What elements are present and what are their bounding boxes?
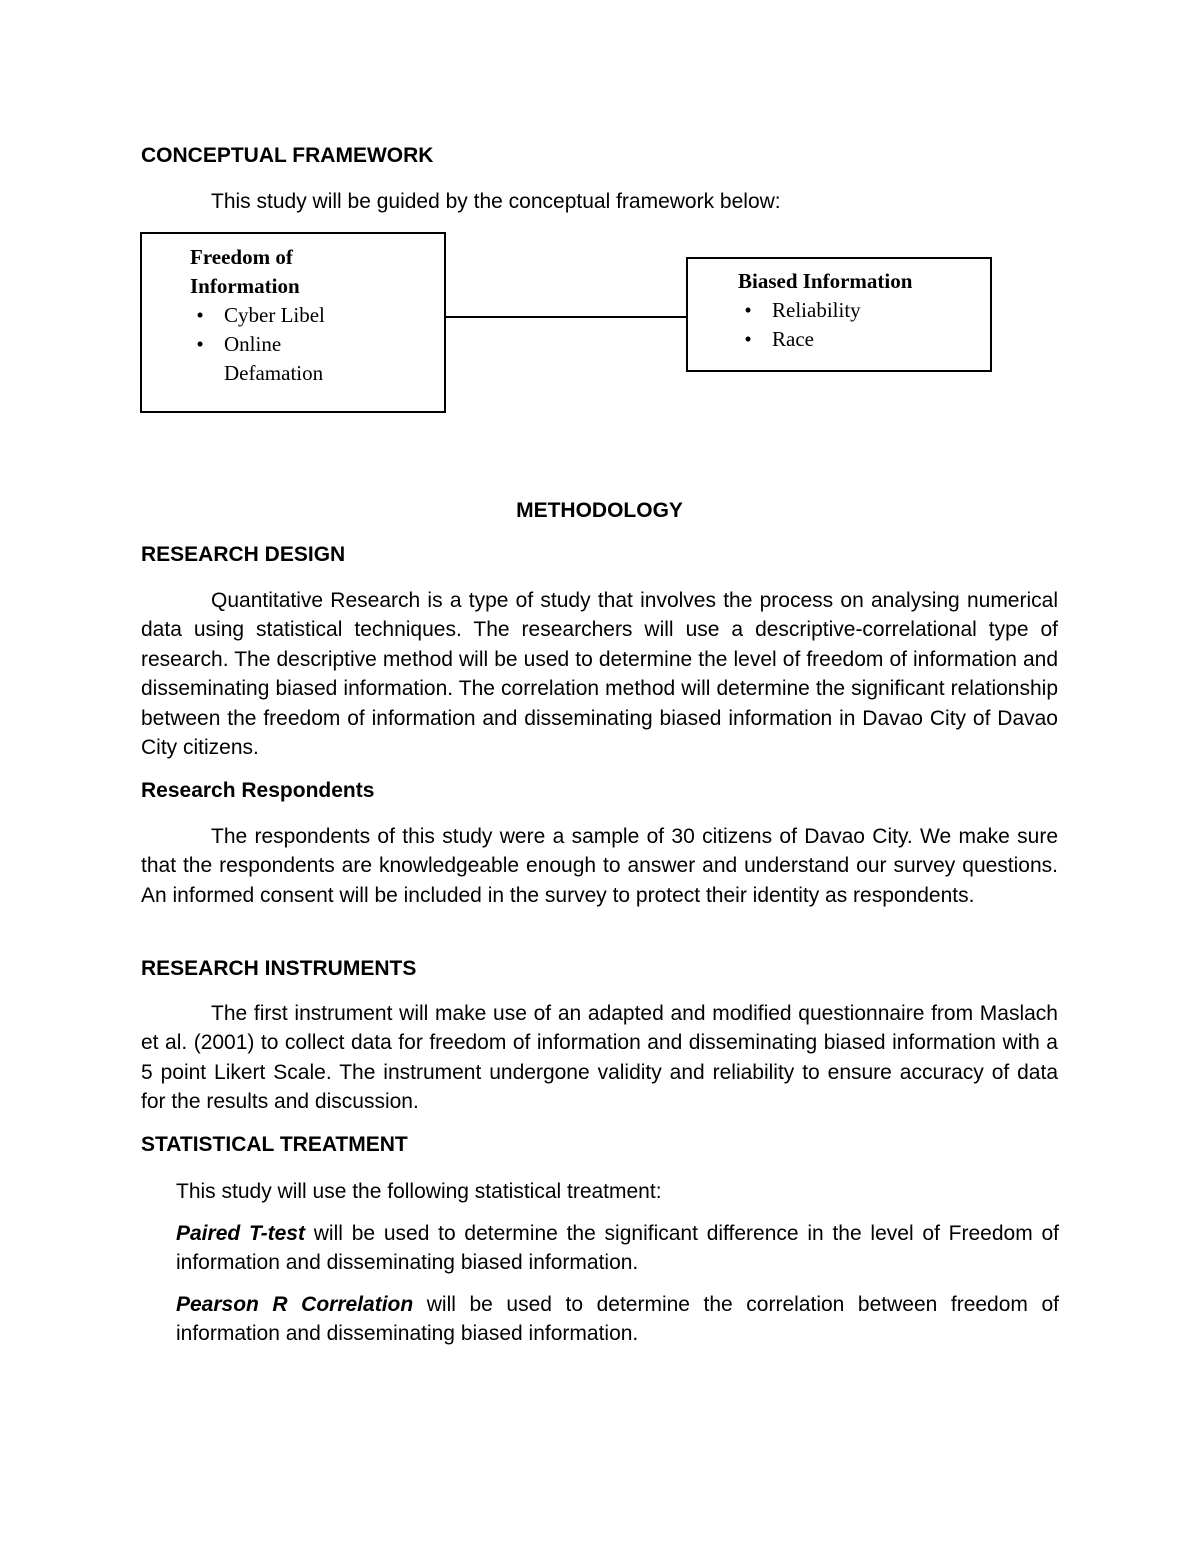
bullet-icon: • — [196, 303, 204, 327]
research-respondents-paragraph: The respondents of this study were a sample of 30 citizens of Davao City. We make sure that the respondents are knowledgeable enough to answer and understand our survey questions. An informed consent will be included in the survey to protect their identity as respondents. — [141, 825, 1058, 907]
framework-connector-line — [444, 316, 688, 318]
research-respondents-heading: Research Respondents — [141, 779, 375, 802]
research-instruments-paragraph: The first instrument will make use of an adapted and modified questionnaire from Maslach et al. (2001) to collect data for freedom of information and disseminating biased information with a 5 point Likert Scale. The instrument undergone validity and reliability to ensure accuracy of data for the results and discussion. — [141, 1002, 1058, 1114]
conceptual-framework-intro: This study will be guided by the conceptual framework below: — [211, 190, 781, 213]
list-item — [738, 296, 980, 325]
list-item-label: Reliability — [772, 298, 861, 322]
research-design-paragraph: Quantitative Research is a type of study that involves the process on analysing numerical data using statistical techniques. The researchers will use a descriptive-correlational type of research. The descriptive method will be used to determine the level of freedom of information and disseminating biased information. The correlation method will determine the significant relationship between the freedom of information and disseminating biased information in Davao City of Davao City citizens. — [141, 589, 1058, 760]
list-item-label: Race — [772, 327, 814, 351]
statistical-treatment-heading: STATISTICAL TREATMENT — [141, 1133, 408, 1156]
research-design-heading: RESEARCH DESIGN — [141, 543, 346, 566]
statistical-treatment-intro: This study will use the following statistical treatment: — [176, 1180, 662, 1203]
statistical-treatment-description: will be used to determine the correlation between freedom of information and disseminating biased information. — [176, 1293, 1059, 1346]
independent-variable-box — [140, 232, 446, 413]
list-item — [190, 301, 434, 330]
independent-variable-list — [190, 301, 434, 388]
statistical-treatment-item — [176, 1219, 1059, 1278]
dependent-variable-box — [686, 257, 992, 372]
list-item — [190, 330, 434, 388]
independent-variable-title — [190, 243, 434, 301]
statistical-treatment-item — [176, 1290, 1059, 1349]
statistical-treatment-description: will be used to determine the significant difference in the level of Freedom of information and disseminating biased information. — [176, 1222, 1059, 1275]
independent-variable-title-line2: Information — [190, 274, 300, 298]
bullet-icon: • — [744, 327, 752, 351]
bullet-icon: • — [196, 332, 204, 356]
list-item-label-continued: Defamation — [224, 361, 324, 385]
statistical-treatment-term: Paired T-test — [176, 1222, 305, 1245]
conceptual-framework-heading: CONCEPTUAL FRAMEWORK — [141, 144, 434, 167]
list-item-label: Online — [224, 332, 282, 356]
independent-variable-title-line1: Freedom of — [190, 245, 293, 269]
statistical-treatment-term: Pearson R Correlation — [176, 1293, 414, 1316]
research-instruments-heading: RESEARCH INSTRUMENTS — [141, 957, 417, 980]
list-item — [738, 325, 980, 354]
list-item-label: Cyber Libel — [224, 303, 325, 327]
dependent-variable-title: Biased Information — [738, 269, 913, 293]
methodology-heading: METHODOLOGY — [516, 499, 683, 522]
bullet-icon: • — [744, 298, 752, 322]
dependent-variable-list — [738, 296, 980, 354]
